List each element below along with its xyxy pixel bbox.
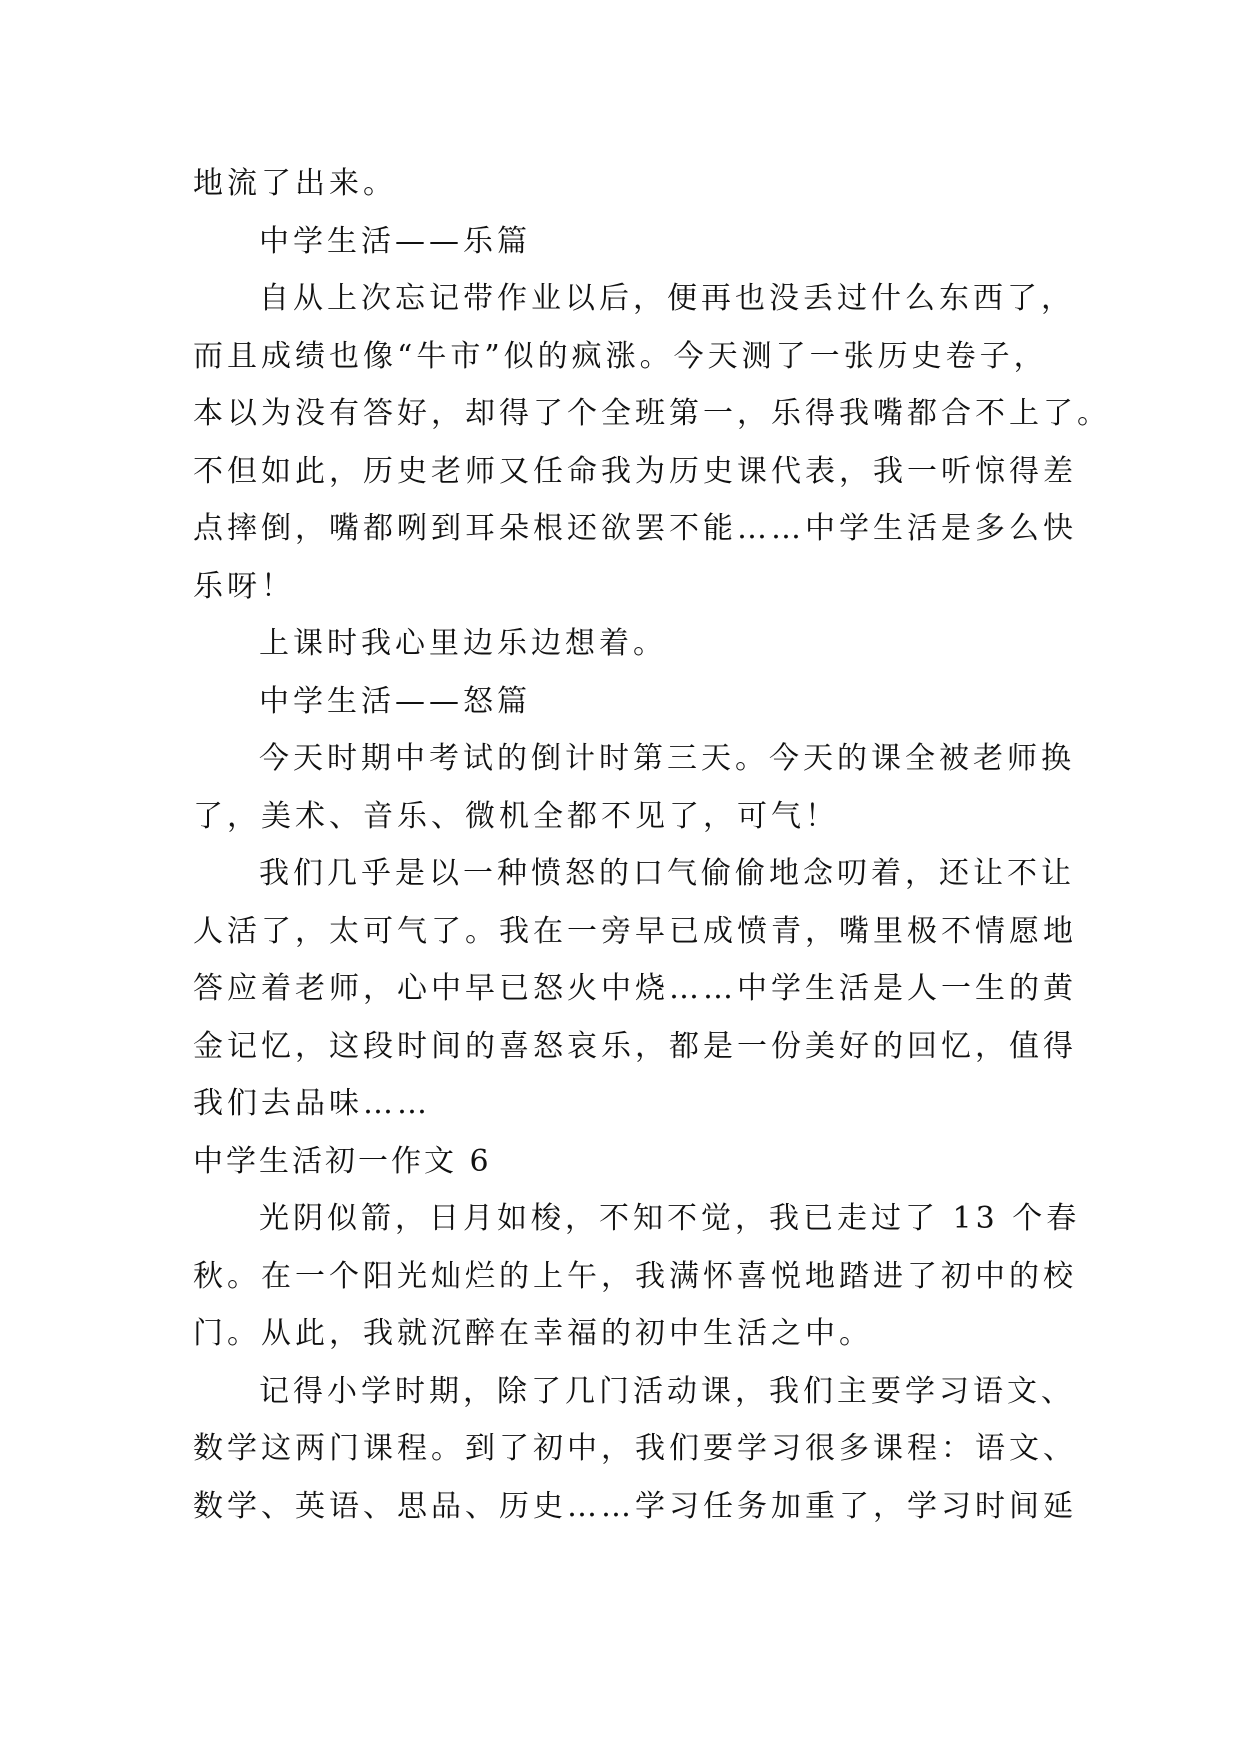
section-heading-joy: 中学生活——乐篇 [259,223,531,259]
text-line: 点摔倒，嘴都咧到耳朵根还欲罢不能……中学生活是多么快 [193,511,1077,546]
text-line: 门。从此，我就沉醉在幸福的初中生活之中。 [193,1316,873,1351]
text-line: 秋。在一个阳光灿烂的上午，我满怀喜悦地踏进了初中的校 [193,1258,1077,1294]
text-line: 今天时期中考试的倒计时第三天。今天的课全被老师换 [259,741,1075,776]
text-line: 自从上次忘记带作业以后，便再也没丢过什么东西了， [259,281,1075,316]
text-line: 光阴似箭，日月如梭，不知不觉，我已走过了 13 个春 [259,1201,1081,1236]
text-line: 我们去品味…… [193,1086,431,1121]
text-line: 答应着老师，心中早已怒火中烧……中学生活是人一生的黄 [193,971,1077,1006]
text-line: 而且成绩也像“牛市”似的疯涨。今天测了一张历史卷子， [193,338,1048,374]
text-line: 不但如此，历史老师又任命我为历史课代表，我一听惊得差 [193,453,1077,489]
text-line: 我们几乎是以一种愤怒的口气偷偷地念叨着，还让不让 [259,856,1075,891]
essay-title: 中学生活初一作文 6 [193,1143,492,1179]
text-line: 上课时我心里边乐边想着。 [259,626,667,661]
text-line: 乐呀！ [193,568,295,604]
section-heading-anger: 中学生活——怒篇 [259,683,531,719]
text-line: 了，美术、音乐、微机全都不见了，可气！ [193,798,839,834]
text-line: 数学、英语、思品、历史……学习任务加重了，学习时间延 [193,1488,1077,1524]
document-body [193,155,1111,1535]
text-line: 金记忆，这段时间的喜怒哀乐，都是一份美好的回忆，值得 [193,1028,1077,1064]
text-line: 人活了，太可气了。我在一旁早已成愤青，嘴里极不情愿地 [193,913,1077,949]
text-line: 地流了出来。 [193,166,397,201]
text-line: 本以为没有答好，却得了个全班第一，乐得我嘴都合不上了。 [193,396,1111,431]
text-line: 记得小学时期，除了几门活动课，我们主要学习语文、 [259,1373,1075,1409]
text-line: 数学这两门课程。到了初中，我们要学习很多课程：语文、 [193,1431,1077,1466]
